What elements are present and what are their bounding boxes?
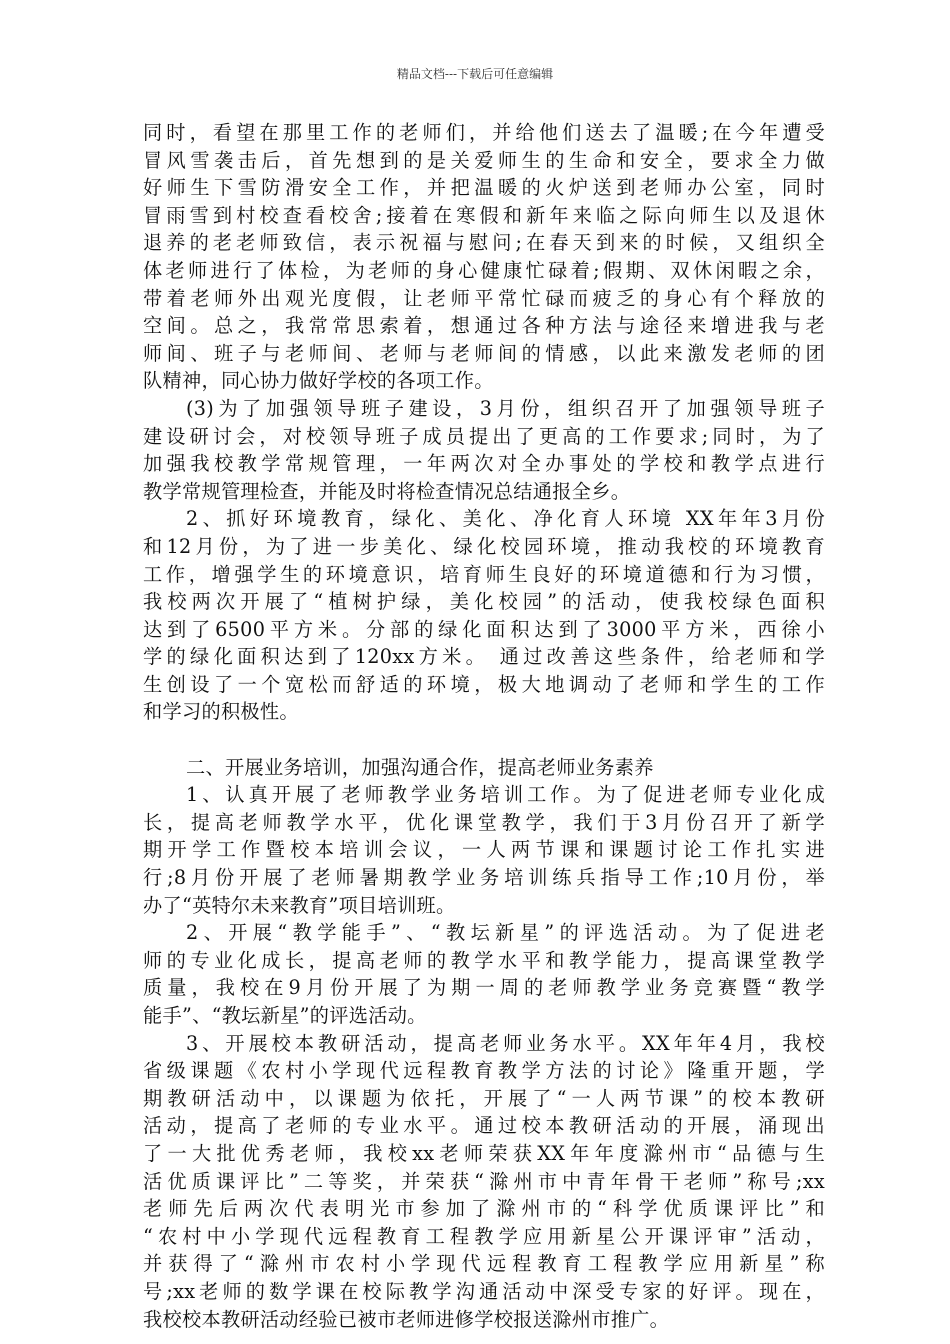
text-line: 1、认真开展了老师教学业务培训工作。为了促进老师专业化成 bbox=[186, 783, 825, 807]
text-line: 队精神，同心协力做好学校的各项工作。 bbox=[143, 369, 494, 393]
page-header: 精品文档---下载后可任意编辑 bbox=[396, 67, 554, 81]
text-line: 冒风雪袭击后，首先想到的是关爱师生的生命和安全，要求全力做 bbox=[143, 148, 825, 172]
blank-line bbox=[143, 726, 825, 754]
text-line: “农村中小学现代远程教育工程教学应用新星公开课评审”活动， bbox=[143, 1224, 825, 1248]
text-line: 办了“英特尔未来教育”项目培训班。 bbox=[143, 893, 456, 917]
text-line: 带着老师外出观光度假，让老师平常忙碌而疲乏的身心有个释放的 bbox=[143, 286, 825, 310]
text-line: 期开学工作暨校本培训会议，一人两节课和课题讨论工作扎实进 bbox=[143, 838, 825, 862]
text-line: 二、开展业务培训，加强沟通合作，提高老师业务素养 bbox=[186, 755, 654, 779]
text-line: 体老师进行了体检，为老师的身心健康忙碌着;假期、双休闲暇之余， bbox=[143, 258, 825, 282]
text-line: 工作，增强学生的环境意识，培育师生良好的环境道德和行为习惯， bbox=[143, 562, 825, 586]
text-line: 行;8月份开展了老师暑期教学业务培训练兵指导工作;10月份，举 bbox=[143, 866, 825, 890]
text-line: 3、开展校本教研活动，提高老师业务水平。XX年年4月，我校 bbox=[186, 1031, 825, 1055]
text-line: 建设研讨会，对校领导班子成员提出了更高的工作要求;同时，为了 bbox=[143, 424, 825, 448]
text-line: 师间、班子与老师间、老师与老师间的情感，以此来激发老师的团 bbox=[143, 341, 825, 365]
text-line: 省级课题《农村小学现代远程教育教学方法的讨论》隆重开题，学 bbox=[143, 1059, 825, 1083]
text-line: 我校两次开展了“植树护绿，美化校园”的活动，使我校绿色面积 bbox=[143, 590, 825, 614]
text-line: 同时，看望在那里工作的老师们，并给他们送去了温暖;在今年遭受 bbox=[143, 121, 825, 144]
text-line: 能手”、“教坛新星”的评选活动。 bbox=[143, 1004, 427, 1027]
text-line: 号;xx老师的数学课在校际教学沟通活动中深受专家的好评。现在， bbox=[143, 1279, 825, 1303]
text-line: 期教研活动中，以课题为依托，开展了“一人两节课”的校本教研 bbox=[143, 1086, 825, 1110]
text-line: (3)为了加强领导班子建设，3月份，组织召开了加强领导班子 bbox=[186, 396, 825, 420]
text-line: 生创设了一个宽松而舒适的环境，极大地调动了老师和学生的工作 bbox=[143, 672, 825, 696]
text-line: 教学常规管理检查，并能及时将检查情况总结通报全乡。 bbox=[143, 479, 631, 503]
text-line: 长，提高老师教学水平，优化课堂教学，我们于3月份召开了新学 bbox=[143, 810, 825, 834]
text-line: 师的专业化成长，提高老师的教学水平和教学能力，提高课堂教学 bbox=[143, 948, 825, 972]
text-line: 好师生下雪防滑安全工作，并把温暖的火炉送到老师办公室，同时 bbox=[143, 176, 825, 200]
text-line: 和12月份，为了进一步美化、绿化校园环境，推动我校的环境教育 bbox=[143, 534, 825, 558]
text-line: 空间。总之，我常常思索着，想通过各种方法与途径来增进我与老 bbox=[143, 314, 825, 338]
text-line: 加强我校教学常规管理，一年两次对全办事处的学校和教学点进行 bbox=[143, 452, 825, 476]
text-line: 2、开展“教学能手”、“教坛新星”的评选活动。为了促进老 bbox=[186, 921, 825, 945]
text-line: 退养的老老师致信，表示祝福与慰问;在春天到来的时候，又组织全 bbox=[143, 231, 825, 255]
document-body bbox=[143, 119, 825, 1333]
text-line: 了一大批优秀老师，我校xx老师荣获XX年年度滁州市“品德与生 bbox=[143, 1141, 825, 1165]
text-line: 我校校本教研活动经验已被市老师进修学校报送滁州市推广。 bbox=[143, 1307, 670, 1331]
text-line: 和学习的积极性。 bbox=[143, 700, 299, 724]
text-line: 达到了6500平方米。分部的绿化面积达到了3000平方米，西徐小 bbox=[143, 617, 825, 641]
text-line: 质量，我校在9月份开展了为期一周的老师教学业务竞赛暨“教学 bbox=[143, 976, 825, 1000]
text-line: 老师先后两次代表明光市参加了滁州市的“科学优质课评比”和 bbox=[143, 1197, 825, 1221]
text-line: 活动，提高了老师的专业水平。通过校本教研活动的开展，涌现出 bbox=[143, 1114, 825, 1138]
text-line: 学的绿化面积达到了120xx方米。 通过改善这些条件，给老师和学 bbox=[143, 645, 825, 669]
text-line: 活优质课评比”二等奖，并荣获“滁州市中青年骨干老师”称号;xx bbox=[143, 1169, 825, 1193]
text-line: 2、抓好环境教育，绿化、美化、净化育人环境 XX年年3月份 bbox=[186, 507, 825, 531]
text-line: 冒雨雪到村校查看校舍;接着在寒假和新年来临之际向师生以及退休 bbox=[143, 203, 825, 227]
text-line: 并获得了“滁州市农村小学现代远程教育工程教学应用新星”称 bbox=[143, 1252, 825, 1276]
